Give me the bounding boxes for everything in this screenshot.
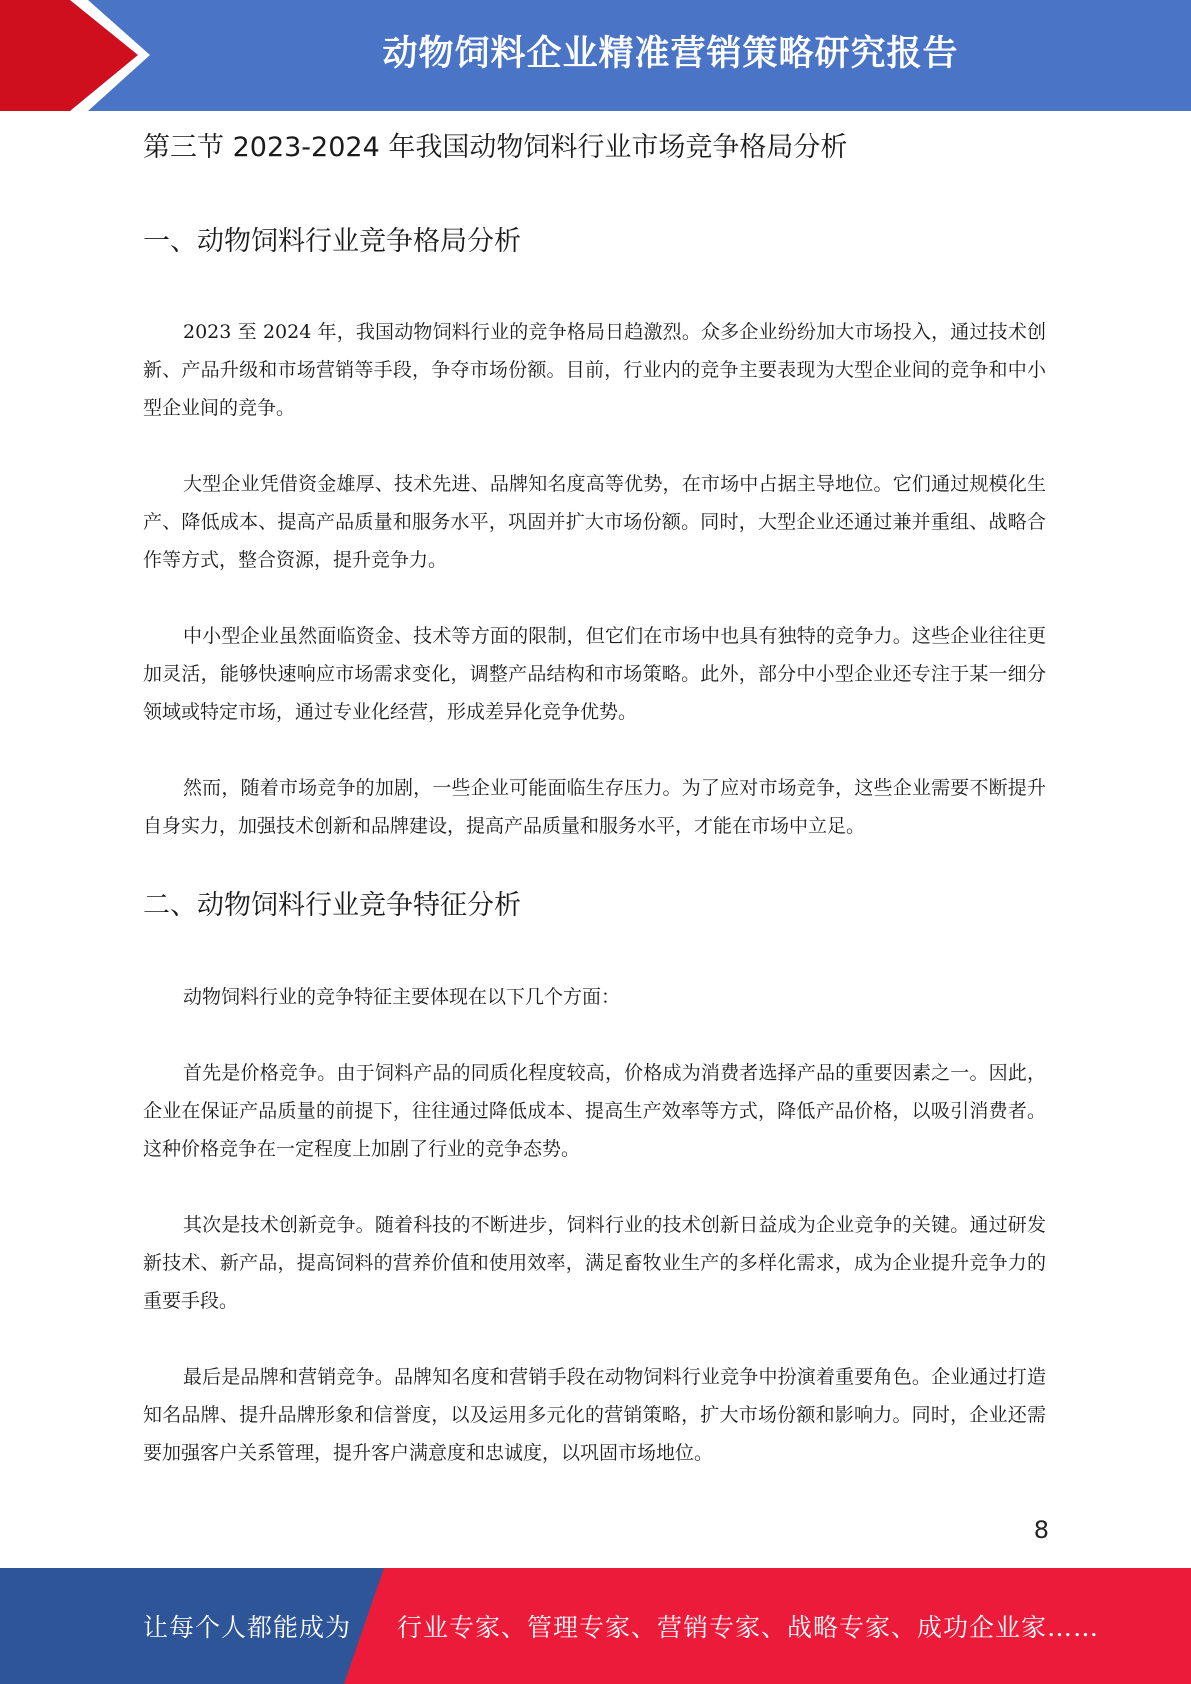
page-content [143,128,1046,1472]
part2-heading: 二、动物饲料行业竞争特征分析 [143,890,521,921]
footer-banner [0,1568,1191,1684]
header-banner [0,0,1191,111]
part2-paragraph: 首先是价格竞争。由于饲料产品的同质化程度较高，价格成为消费者选择产品的重要因素之一。因此，企业在保证产品质量的前提下，往往通过降低成本、提高生产效率等方式，降低产品价格，以吸引消费者。这种价格竞争在一定程度上加剧了行业的竞争态势。 [143,1062,1046,1160]
part1-paragraph: 然而，随着市场竞争的加剧，一些企业可能面临生存压力。为了应对市场竞争，这些企业需要不断提升自身实力，加强技术创新和品牌建设，提高产品质量和服务水平，才能在市场中立足。 [143,777,1046,837]
part2-paragraph: 最后是品牌和营销竞争。品牌知名度和营销手段在动物饲料行业竞争中扮演着重要角色。企业通过打造知名品牌、提升品牌形象和信誉度，以及运用多元化的营销策略，扩大市场份额和影响力。同时，企业还需要加强客户关系管理，提升客户满意度和忠诚度，以巩固市场地位。 [143,1366,1046,1464]
part1-paragraph: 中小型企业虽然面临资金、技术等方面的限制，但它们在市场中也具有独特的竞争力。这些企业往往更加灵活，能够快速响应市场需求变化，调整产品结构和市场策略。此外，部分中小型企业还专注于某一细分领域或特定市场，通过专业化经营，形成差异化竞争优势。 [143,625,1046,723]
part1-heading: 一、动物饲料行业竞争格局分析 [143,226,521,257]
part2-paragraph: 动物饲料行业的竞争特征主要体现在以下几个方面： [183,986,621,1008]
page-number: 8 [1033,1516,1049,1544]
section-title: 第三节 2023-2024 年我国动物饲料行业市场竞争格局分析 [143,132,848,163]
report-title: 动物饲料企业精准营销策略研究报告 [382,34,959,74]
footer-slogan-lead: 让每个人都能成为 [143,1613,352,1642]
footer-slogan-roles: 行业专家、管理专家、营销专家、战略专家、成功企业家…… [397,1613,1100,1642]
part1-paragraph: 大型企业凭借资金雄厚、技术先进、品牌知名度高等优势，在市场中占据主导地位。它们通过规模化生产、降低成本、提高产品质量和服务水平，巩固并扩大市场份额。同时，大型企业还通过兼并重组、战略合作等方式，整合资源，提升竞争力。 [143,473,1046,571]
part1-paragraph: 2023 至 2024 年，我国动物饲料行业的竞争格局日趋激烈。众多企业纷纷加大市场投入，通过技术创新、产品升级和市场营销等手段，争夺市场份额。目前，行业内的竞争主要表现为大型企业间的竞争和中小型企业间的竞争。 [143,321,1046,419]
part2-paragraph: 其次是技术创新竞争。随着科技的不断进步，饲料行业的技术创新日益成为企业竞争的关键。通过研发新技术、新产品，提高饲料的营养价值和使用效率，满足畜牧业生产的多样化需求，成为企业提升竞争力的重要手段。 [143,1214,1046,1312]
